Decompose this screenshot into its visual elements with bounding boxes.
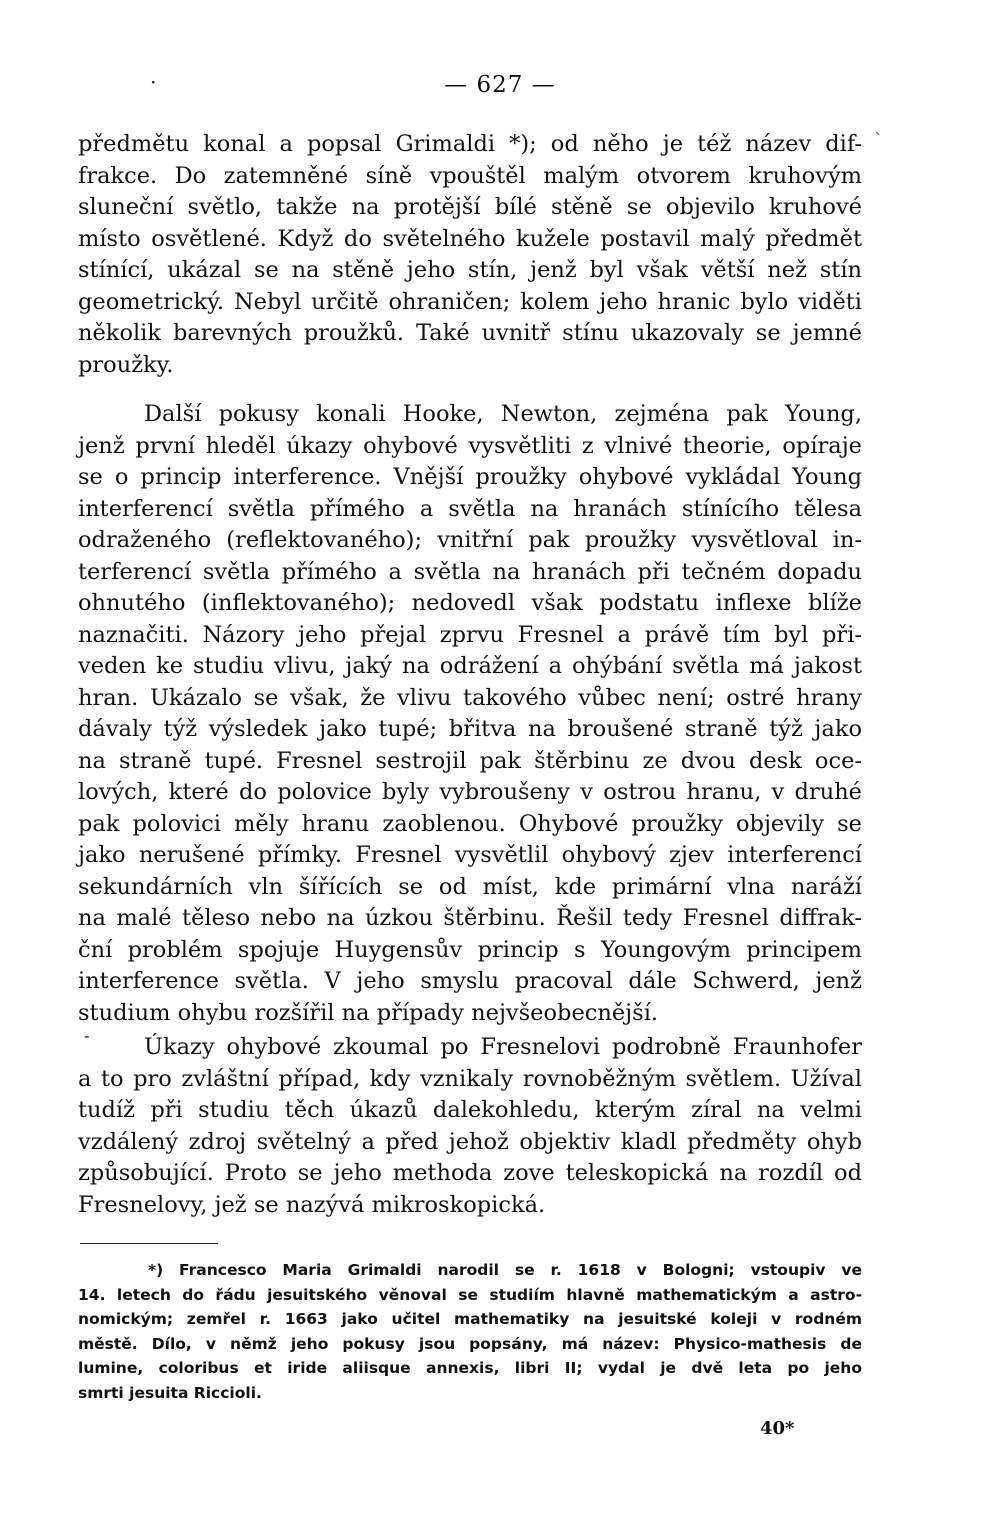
text-line: na malé těleso nebo na úzkou štěrbinu. Řešil tedy Fresnel diffrak-	[78, 905, 862, 931]
text-line: stínící, ukázal se na stěně jeho stín, jenž byl však větší než stín	[78, 257, 862, 283]
text-line: se o princip interference. Vnější proužky ohybové vykládal Young	[78, 464, 862, 490]
text-line: interference světla. V jeho smyslu pracoval dále Schwerd, jenž	[78, 968, 862, 994]
text-line: místo osvětlené. Když do světelného kužele postavil malý předmět	[78, 225, 862, 252]
text-line: na straně tupé. Fresnel sestrojil pak štěrbinu ze dvou desk oce-	[78, 747, 862, 774]
text-line: lových, které do polovice byly vybroušeny v ostrou hranu, v druhé	[78, 779, 862, 805]
text-line: sluneční světlo, takže na protější bílé stěně se objevilo kruhové	[78, 194, 862, 220]
footnote-line: městě. Dílo, v němž jeho pokusy jsou popsány, má název: Physico-mathesis de	[78, 1334, 862, 1353]
footnote-line: nomickým; zemřel r. 1663 jako učitel mathematiky na jesuitské koleji v rodném	[78, 1310, 862, 1328]
text-line: několik barevných proužků. Také uvnitř stínu ukazovaly se jemné	[78, 320, 862, 346]
text-line: jenž první hleděl úkazy ohybové vysvětliti z vlnivé theorie, opíraje	[78, 432, 862, 459]
text-line: terferencí světla přímého a světla na hranách při tečném dopadu	[78, 558, 862, 585]
text-line: způsobující. Proto se jeho methoda zove teleskopická na rozdíl od	[78, 1160, 862, 1186]
footnote-line: 14. letech do řádu jesuitského věnoval se studiím hlavně mathematickým a astro-	[78, 1285, 862, 1304]
paragraph-fraunhofer	[78, 1032, 862, 1221]
text-line: ční problém spojuje Huygensův princip s Youngovým principem	[78, 936, 862, 963]
footnote-line: smrti jesuita Riccioli.	[78, 1383, 262, 1402]
paragraph-hooke-newton-young	[78, 399, 862, 1029]
text-line: sekundárních vln šířících se od míst, kde primární vlna naráží	[78, 873, 862, 900]
paragraph-grimaldi	[78, 129, 862, 381]
signature-mark: 40*	[760, 1418, 795, 1439]
footnote-line: *) Francesco Maria Grimaldi narodil se r. 1618 v Bologni; vstoupiv ve	[148, 1261, 862, 1279]
page-number: — 627 —	[444, 72, 556, 98]
text-line: proužky.	[78, 351, 174, 378]
text-line: ohnutého (inflektovaného); nedovedl však podstatu inflexe blíže	[78, 590, 862, 616]
text-line: dávaly týž výsledek jako tupé; břitva na broušené straně týž jako	[78, 716, 862, 742]
text-line: odraženého (reflektovaného); vnitřní pak proužky vysvětloval in-	[78, 527, 862, 553]
text-line: pak polovici měly hranu zaoblenou. Ohybové proužky objevily se	[78, 810, 862, 837]
margin-mark: -	[84, 1026, 90, 1045]
text-line: interferencí světla přímého a světla na hranách stínícího tělesa	[78, 495, 862, 522]
footnote-divider	[80, 1243, 218, 1244]
text-line: studium ohybu rozšířil na případy nejvšeobecnější.	[78, 999, 659, 1026]
text-line: vzdálený zdroj světelný a před jehož objektiv kladl předměty ohyb	[78, 1128, 862, 1155]
text-line: hran. Ukázalo se však, že vlivu takového vůbec není; ostré hrany	[78, 684, 862, 711]
text-line: Úkazy ohybové zkoumal po Fresnelovi podrobně Fraunhofer	[144, 1034, 862, 1060]
text-line: jako nerušené přímky. Fresnel vysvětlil ohybový zjev interferencí	[78, 842, 862, 868]
footnote-line: lumine, coloribus et iride aliisque annexis, libri II; vydal je dvě leta po jeho	[78, 1359, 862, 1377]
text-line: Další pokusy konali Hooke, Newton, zejména pak Young,	[144, 401, 862, 427]
text-line: předmětu konal a popsal Grimaldi *); od něho je též název dif-	[78, 131, 862, 157]
text-line: geometrický. Nebyl určitě ohraničen; kolem jeho hranic bylo viděti	[78, 288, 862, 315]
stray-mark: ·	[150, 70, 157, 94]
text-line: veden ke studiu vlivu, jaký na odrážení a ohýbání světla má jakost	[78, 653, 862, 679]
footnote	[78, 1258, 862, 1405]
text-line: Fresnelovy, jež se nazývá mikroskopická.	[78, 1191, 546, 1218]
text-line: naznačiti. Názory jeho přejal zprvu Fresnel a právě tím byl při-	[78, 621, 862, 648]
text-line: tudíž při studiu těch úkazů dalekohledu, kterým zíral na velmi	[78, 1097, 862, 1123]
text-line: frakce. Do zatemněné síně vpouštěl malým otvorem kruhovým	[78, 162, 862, 189]
text-line: a to pro zvláštní případ, kdy vznikaly rovnoběžným světlem. Užíval	[78, 1065, 862, 1092]
edge-mark: ˋ	[874, 130, 883, 151]
